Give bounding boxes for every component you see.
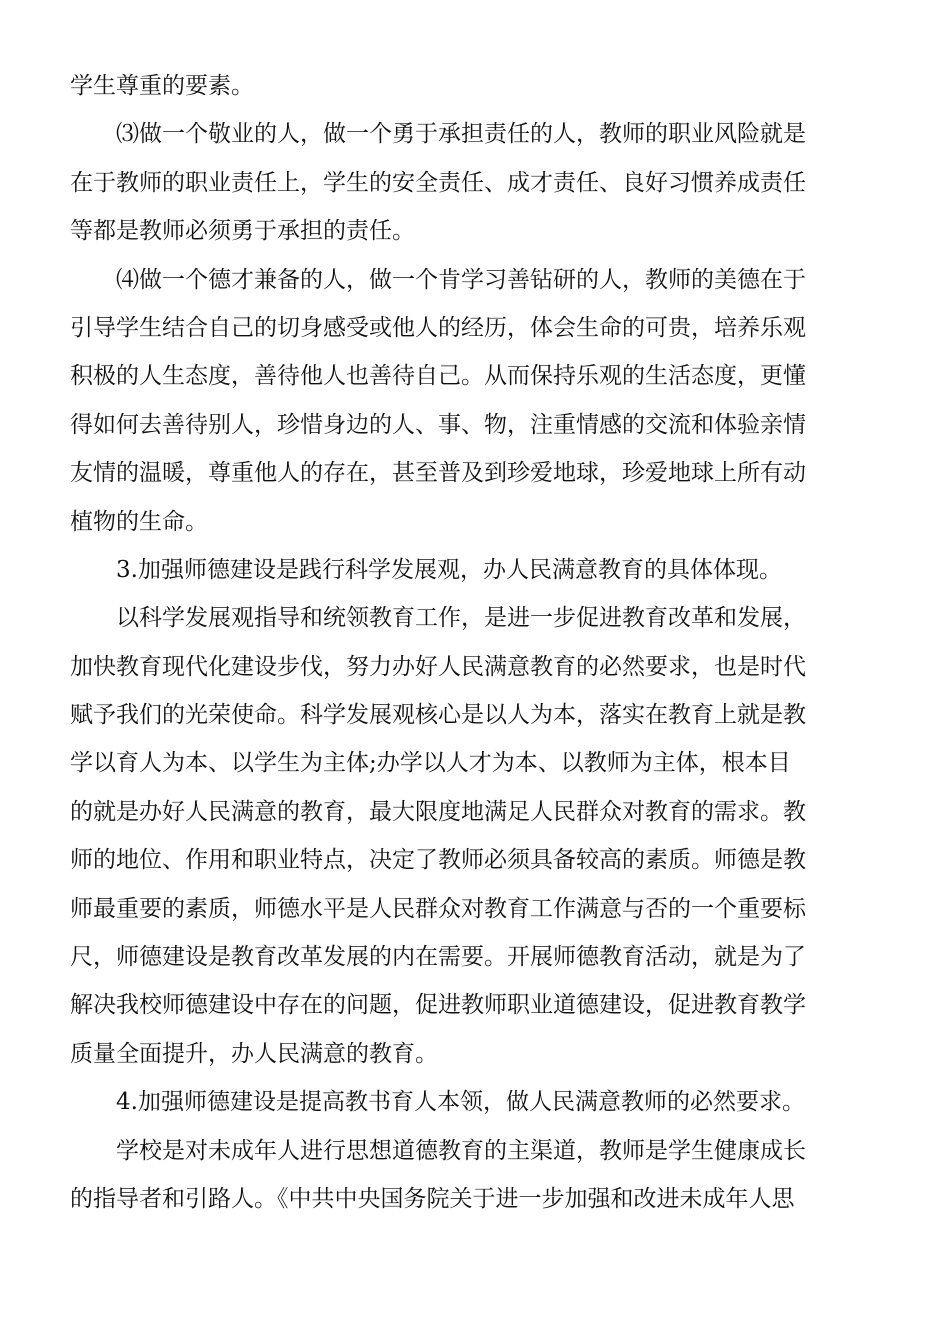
- text-line: 植物的生命。: [70, 508, 208, 535]
- text-line: 解决我校师德建设中存在的问题，促进教师职业道德建设，促进教育教学: [70, 992, 806, 1019]
- text-line: 得如何去善待别人，珍惜身边的人、事、物，注重情感的交流和体验亲情: [70, 411, 806, 438]
- text-line: 师最重要的素质，师德水平是人民群众对教育工作满意与否的一个重要标: [70, 895, 806, 922]
- text-line: 引导学生结合自己的切身感受或他人的经历，体会生命的可贵，培养乐观: [70, 314, 806, 341]
- text-line: 的指导者和引路人。《中共中央国务院关于进一步加强和改进未成年人思: [70, 1185, 795, 1212]
- paragraph-4-start: ⑷做一个德才兼备的人，做一个肯学习善钻研的人，教师的美德在于: [116, 266, 806, 293]
- text-line: 等都是教师必须勇于承担的责任。: [70, 218, 415, 245]
- text-line: 学生尊重的要素。: [70, 73, 254, 99]
- section-heading-4: 4.加强师德建设是提高教书育人本领，做人民满意教师的必然要求。: [116, 1089, 805, 1116]
- paragraph-3-start: ⑶做一个敬业的人，做一个勇于承担责任的人，教师的职业风险就是: [116, 121, 806, 148]
- text-line: 尺，师德建设是教育改革发展的内在需要。开展师德教育活动，就是为了: [70, 944, 806, 971]
- paragraph-start: 以科学发展观指导和统领教育工作，是进一步促进教育改革和发展，: [116, 605, 806, 632]
- text-line: 在于教师的职业责任上，学生的安全责任、成才责任、良好习惯养成责任: [70, 169, 806, 196]
- text-line: 学以育人为本、以学生为主体;办学以人才为本、以教师为主体，根本目: [70, 750, 791, 777]
- text-line: 师的地位、作用和职业特点，决定了教师必须具备较高的素质。师德是教: [70, 847, 806, 874]
- document-body: [70, 62, 885, 1223]
- text-line: 友情的温暖，尊重他人的存在，甚至普及到珍爱地球，珍爱地球上所有动: [70, 460, 806, 487]
- section-heading-3: 3.加强师德建设是践行科学发展观，办人民满意教育的具体体现。: [116, 556, 782, 583]
- text-line: 积极的人生态度，善待他人也善待自己。从而保持乐观的生活态度，更懂: [70, 363, 806, 390]
- text-line: 的就是办好人民满意的教育，最大限度地满足人民群众对教育的需求。教: [70, 798, 806, 825]
- paragraph-start: 学校是对未成年人进行思想道德教育的主渠道，教师是学生健康成长: [116, 1137, 806, 1164]
- text-line: 赋予我们的光荣使命。科学发展观核心是以人为本，落实在教育上就是教: [70, 702, 806, 729]
- text-line: 质量全面提升，办人民满意的教育。: [70, 1040, 438, 1067]
- text-line: 加快教育现代化建设步伐，努力办好人民满意教育的必然要求，也是时代: [70, 653, 806, 680]
